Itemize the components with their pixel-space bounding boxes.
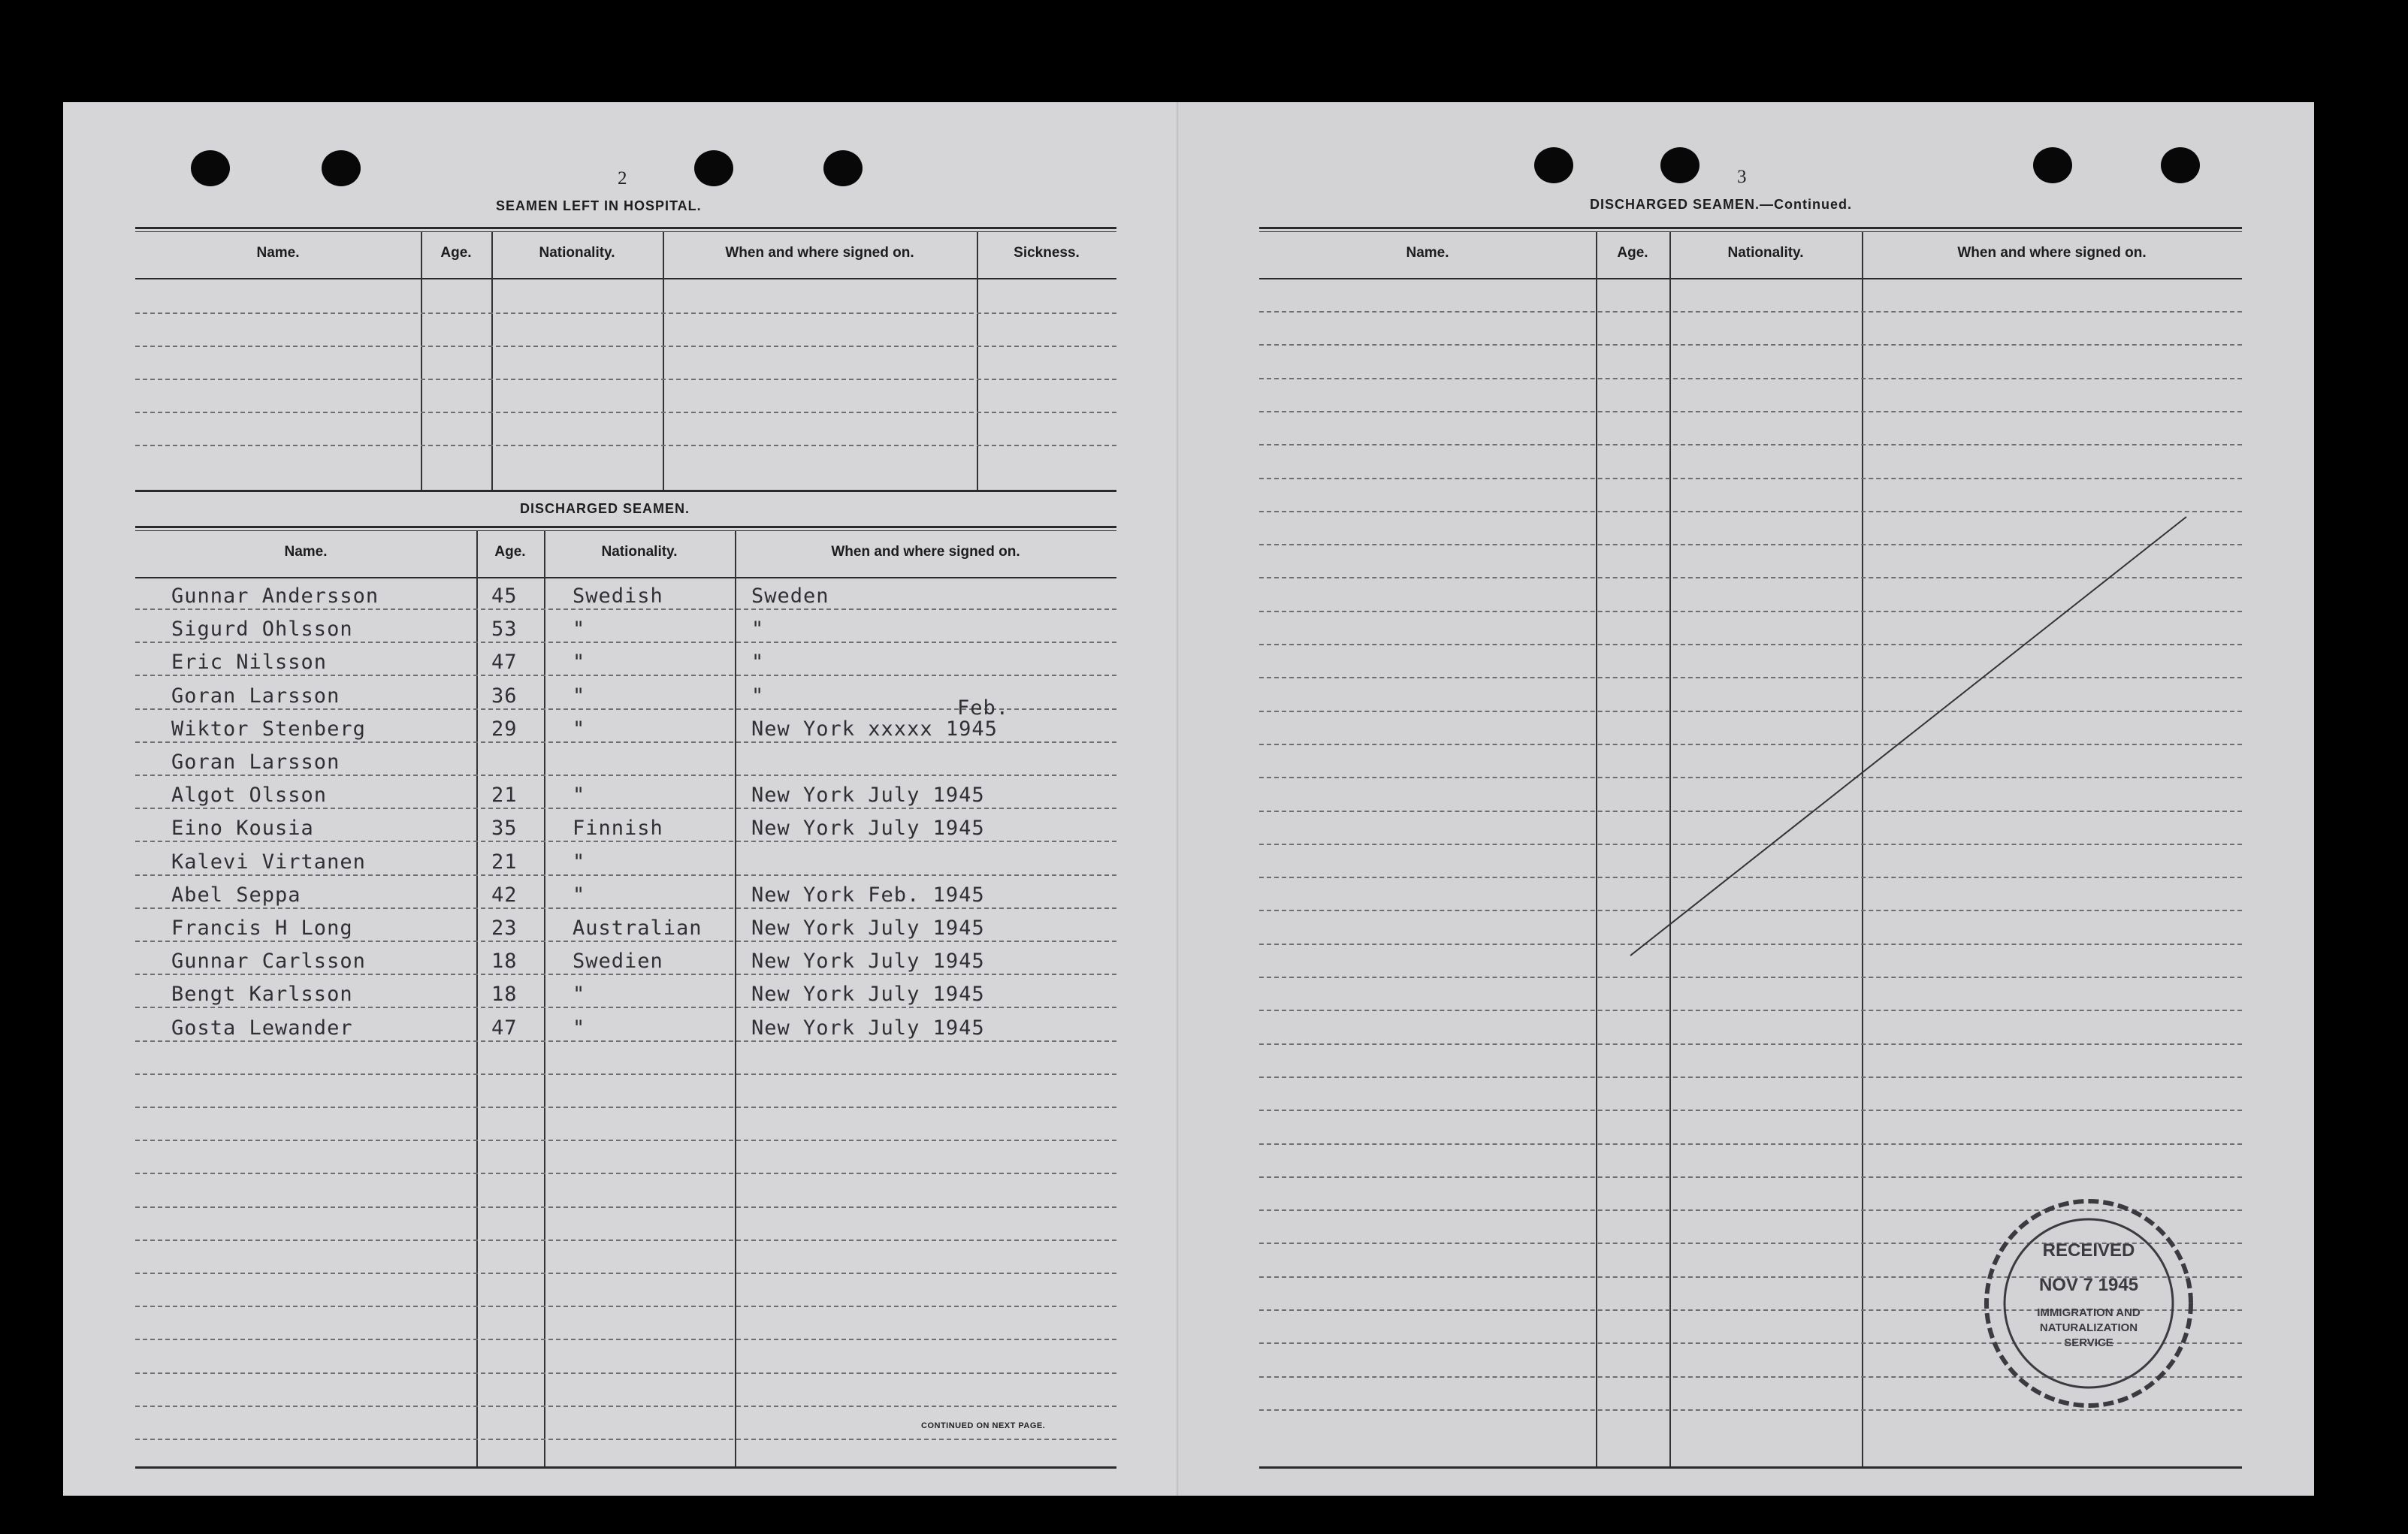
row-line	[135, 1040, 1116, 1042]
seaman-name: Kalevi Virtanen	[171, 850, 366, 874]
seaman-nationality: "	[573, 651, 586, 675]
seaman-nationality: "	[573, 1016, 586, 1040]
punch-hole	[322, 150, 361, 186]
header-name: Name.	[284, 544, 328, 560]
seaman-signed-on: New York Feb. 1945	[751, 883, 985, 907]
row-line	[135, 808, 1116, 809]
row-line	[135, 841, 1116, 842]
hospital-section-title: SEAMEN LEFT IN HOSPITAL.	[496, 198, 702, 213]
row-line	[135, 874, 1116, 876]
seaman-age: 47	[491, 1016, 518, 1040]
seaman-signed-on: New York July 1945	[751, 916, 985, 940]
seaman-signed-on: "	[751, 684, 765, 708]
row-line	[135, 1107, 1116, 1108]
seaman-signed-on: Sweden	[751, 584, 829, 608]
row-line	[135, 1007, 1116, 1008]
seaman-name: Bengt Karlsson	[171, 983, 353, 1007]
svg-text:NOV 7 1945: NOV 7 1945	[2038, 1275, 2139, 1295]
seaman-age: 18	[491, 950, 518, 974]
row-line	[135, 907, 1116, 909]
row-line	[135, 608, 1116, 610]
row-line	[135, 1372, 1116, 1374]
row-line	[135, 1306, 1116, 1307]
discharged-section-title: DISCHARGED SEAMEN.	[520, 501, 690, 516]
seaman-name: Gosta Lewander	[171, 1016, 353, 1040]
svg-text:IMMIGRATION AND: IMMIGRATION AND	[2037, 1306, 2141, 1319]
seaman-name: Wiktor Stenberg	[171, 717, 366, 741]
punch-hole	[191, 150, 230, 186]
seaman-nationality: Swedien	[573, 950, 663, 974]
page-number: 3	[1737, 167, 1747, 187]
continued-footer: CONTINUED ON NEXT PAGE.	[921, 1421, 1046, 1430]
svg-text:SERVICE: SERVICE	[2064, 1336, 2113, 1349]
seaman-age: 36	[491, 684, 518, 708]
seaman-age: 42	[491, 883, 518, 907]
seaman-nationality: Finnish	[573, 817, 663, 841]
seaman-nationality: Swedish	[573, 584, 663, 608]
row-line	[135, 1273, 1116, 1274]
row-line	[135, 974, 1116, 975]
header-signed-on: When and where signed on.	[725, 245, 914, 261]
header-sickness: Sickness.	[1014, 245, 1080, 261]
seaman-age: 53	[491, 618, 518, 642]
row-line	[135, 1339, 1116, 1340]
seaman-name: Sigurd Ohlsson	[171, 618, 353, 642]
seaman-name: Gunnar Andersson	[171, 584, 379, 608]
seaman-name: Goran Larsson	[171, 684, 340, 708]
seaman-signed-on: New York July 1945	[751, 784, 985, 808]
right-section-title: DISCHARGED SEAMEN.—Continued.	[1590, 197, 1853, 212]
header-nationality: Nationality.	[1727, 245, 1804, 261]
seaman-nationality: "	[573, 883, 586, 907]
signed-on-correction: Feb.	[957, 696, 1010, 720]
row-line	[135, 941, 1116, 942]
row-line	[135, 1140, 1116, 1141]
seaman-nationality: "	[573, 784, 586, 808]
row-line	[135, 1240, 1116, 1241]
seaman-signed-on: New York July 1945	[751, 950, 985, 974]
svg-text:NATURALIZATION: NATURALIZATION	[2039, 1321, 2138, 1334]
seaman-nationality: "	[573, 850, 586, 874]
header-age: Age.	[440, 245, 472, 261]
seaman-signed-on: New York July 1945	[751, 983, 985, 1007]
seaman-age: 29	[491, 717, 518, 741]
seaman-age: 18	[491, 983, 518, 1007]
discharged-table	[135, 526, 1116, 1472]
seaman-nationality: Australian	[573, 916, 702, 940]
header-age: Age.	[1617, 245, 1648, 261]
left-page	[63, 102, 1180, 1496]
seaman-name: Eric Nilsson	[171, 651, 328, 675]
page-number: 2	[618, 168, 627, 189]
seaman-age: 21	[491, 850, 518, 874]
received-stamp	[1976, 1194, 2201, 1412]
header-nationality: Nationality.	[601, 544, 678, 560]
header-name: Name.	[256, 245, 300, 261]
row-line	[135, 675, 1116, 676]
punch-hole	[694, 150, 733, 186]
row-line	[135, 1073, 1116, 1075]
svg-text:RECEIVED: RECEIVED	[2042, 1240, 2135, 1261]
row-line	[135, 1173, 1116, 1174]
seaman-signed-on: New York xxxxx 1945	[751, 717, 998, 741]
row-line	[135, 642, 1116, 643]
seaman-nationality: "	[573, 684, 586, 708]
seaman-signed-on: "	[751, 651, 765, 675]
header-age: Age.	[494, 544, 526, 560]
header-signed-on: When and where signed on.	[831, 544, 1020, 560]
seaman-name: Abel Seppa	[171, 883, 301, 907]
row-line	[135, 1439, 1116, 1440]
seaman-nationality: "	[573, 983, 586, 1007]
seaman-age: 23	[491, 916, 518, 940]
seaman-signed-on: New York July 1945	[751, 817, 985, 841]
seaman-name: Gunnar Carlsson	[171, 950, 366, 974]
punch-hole	[823, 150, 863, 186]
row-line	[135, 1206, 1116, 1208]
header-nationality: Nationality.	[539, 245, 615, 261]
seaman-age: 35	[491, 817, 518, 841]
header-signed-on: When and where signed on.	[1957, 245, 2147, 261]
seaman-signed-on: "	[751, 618, 765, 642]
seaman-name: Goran Larsson	[171, 750, 340, 774]
seaman-signed-on: New York July 1945	[751, 1016, 985, 1040]
row-line	[135, 741, 1116, 743]
seaman-name: Eino Kousia	[171, 817, 314, 841]
seaman-age: 45	[491, 584, 518, 608]
seaman-name: Francis H Long	[171, 916, 353, 940]
seaman-age: 47	[491, 651, 518, 675]
row-line	[135, 775, 1116, 776]
header-name: Name.	[1406, 245, 1449, 261]
seaman-nationality: "	[573, 618, 586, 642]
hospital-table	[135, 227, 1116, 497]
seaman-age: 21	[491, 784, 518, 808]
seaman-name: Algot Olsson	[171, 784, 328, 808]
seaman-nationality: "	[573, 717, 586, 741]
row-line	[135, 1406, 1116, 1407]
